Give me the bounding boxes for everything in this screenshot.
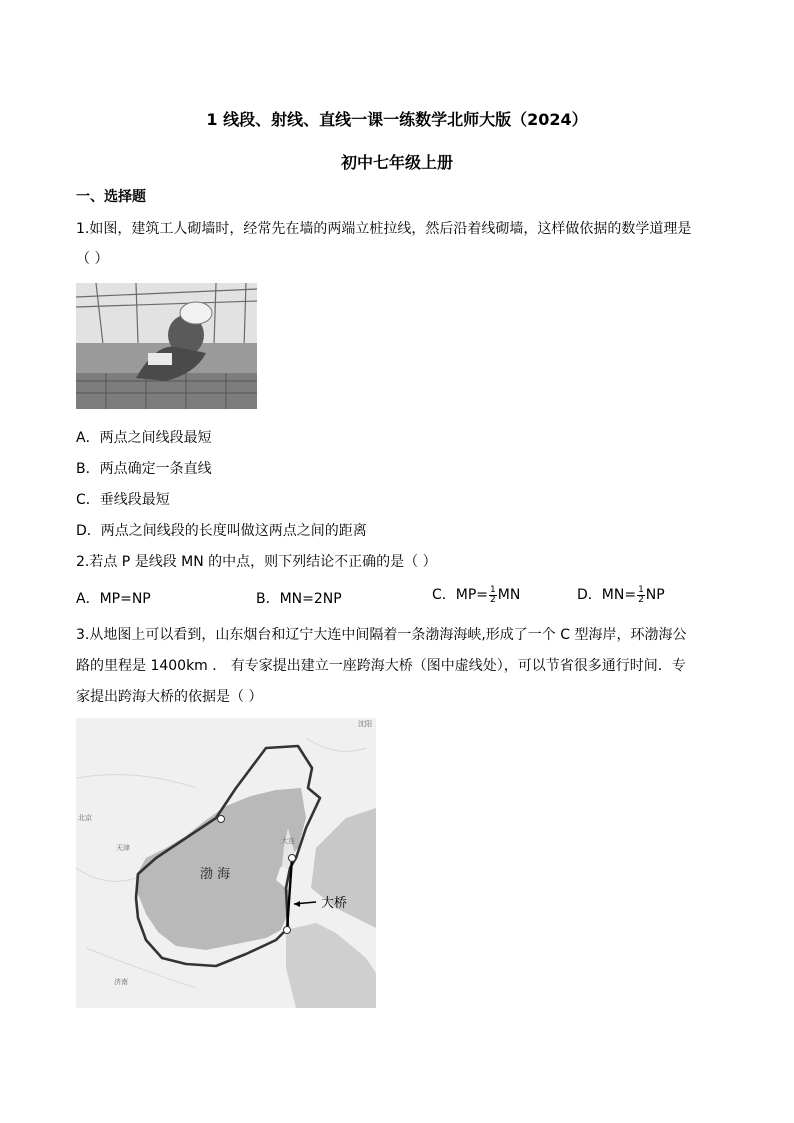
q3-stem-line2: 路的里程是 1400km ． 有专家提出建立一座跨海大桥（图中虚线处），可以节省很多通行时间．专 bbox=[76, 658, 686, 674]
map-label-tianjin: 天津 bbox=[116, 844, 130, 852]
q2-option-c-prefix: C．MP= bbox=[432, 587, 489, 603]
map-label-bridge: 大桥 bbox=[321, 896, 348, 911]
q2-option-d bbox=[577, 584, 665, 605]
bohai-map bbox=[76, 718, 376, 1008]
q2-option-c-suffix: MN bbox=[497, 587, 521, 603]
bricklayer-photo bbox=[76, 283, 257, 409]
page-title: 1 线段、射线、直线一课一练数学北师大版（2024） bbox=[206, 110, 588, 129]
q1-option-a: A．两点之间线段最短 bbox=[76, 430, 212, 446]
page-subtitle: 初中七年级上册 bbox=[340, 153, 453, 172]
q2-option-a: A．MP=NP bbox=[76, 591, 151, 607]
q2-stem: 2.若点 P 是线段 MN 的中点，则下列结论不正确的是（ ） bbox=[76, 554, 437, 570]
one-half-fraction: $\frac{1}{2}$ bbox=[490, 584, 496, 605]
map-label-beijing: 北京 bbox=[78, 814, 92, 822]
q1-stem-line1: 1.如图，建筑工人砌墙时，经常先在墙的两端立桩拉线，然后沿着线砌墙，这样做依据的数学道理是 bbox=[76, 221, 692, 237]
q1-option-b: B．两点确定一条直线 bbox=[76, 461, 212, 477]
q1-option-d: D．两点之间线段的长度叫做这两点之间的距离 bbox=[76, 523, 367, 539]
q2-option-d-prefix: D．MN= bbox=[577, 587, 637, 603]
q2-option-c bbox=[432, 584, 520, 605]
q3-stem-line1: 3.从地图上可以看到，山东烟台和辽宁大连中间隔着一条渤海海峡,形成了一个 C 型海岸，环渤海公 bbox=[76, 627, 687, 643]
q3-stem-line3: 家提出跨海大桥的依据是（ ） bbox=[76, 689, 263, 705]
q2-option-b: B．MN=2NP bbox=[256, 591, 342, 607]
map-label-shenyang: 沈阳 bbox=[358, 720, 372, 728]
map-label-jinan: 济南 bbox=[114, 978, 128, 986]
section-heading: 一、选择题 bbox=[76, 189, 146, 205]
q1-stem-line2: （ ） bbox=[76, 251, 109, 267]
map-label-sea: 渤 海 bbox=[200, 867, 231, 882]
q2-option-d-suffix: NP bbox=[645, 587, 665, 603]
one-half-fraction: $\frac{1}{2}$ bbox=[638, 584, 644, 605]
q1-option-c: C．垂线段最短 bbox=[76, 492, 170, 508]
map-label-dalian: 大连 bbox=[281, 837, 295, 845]
